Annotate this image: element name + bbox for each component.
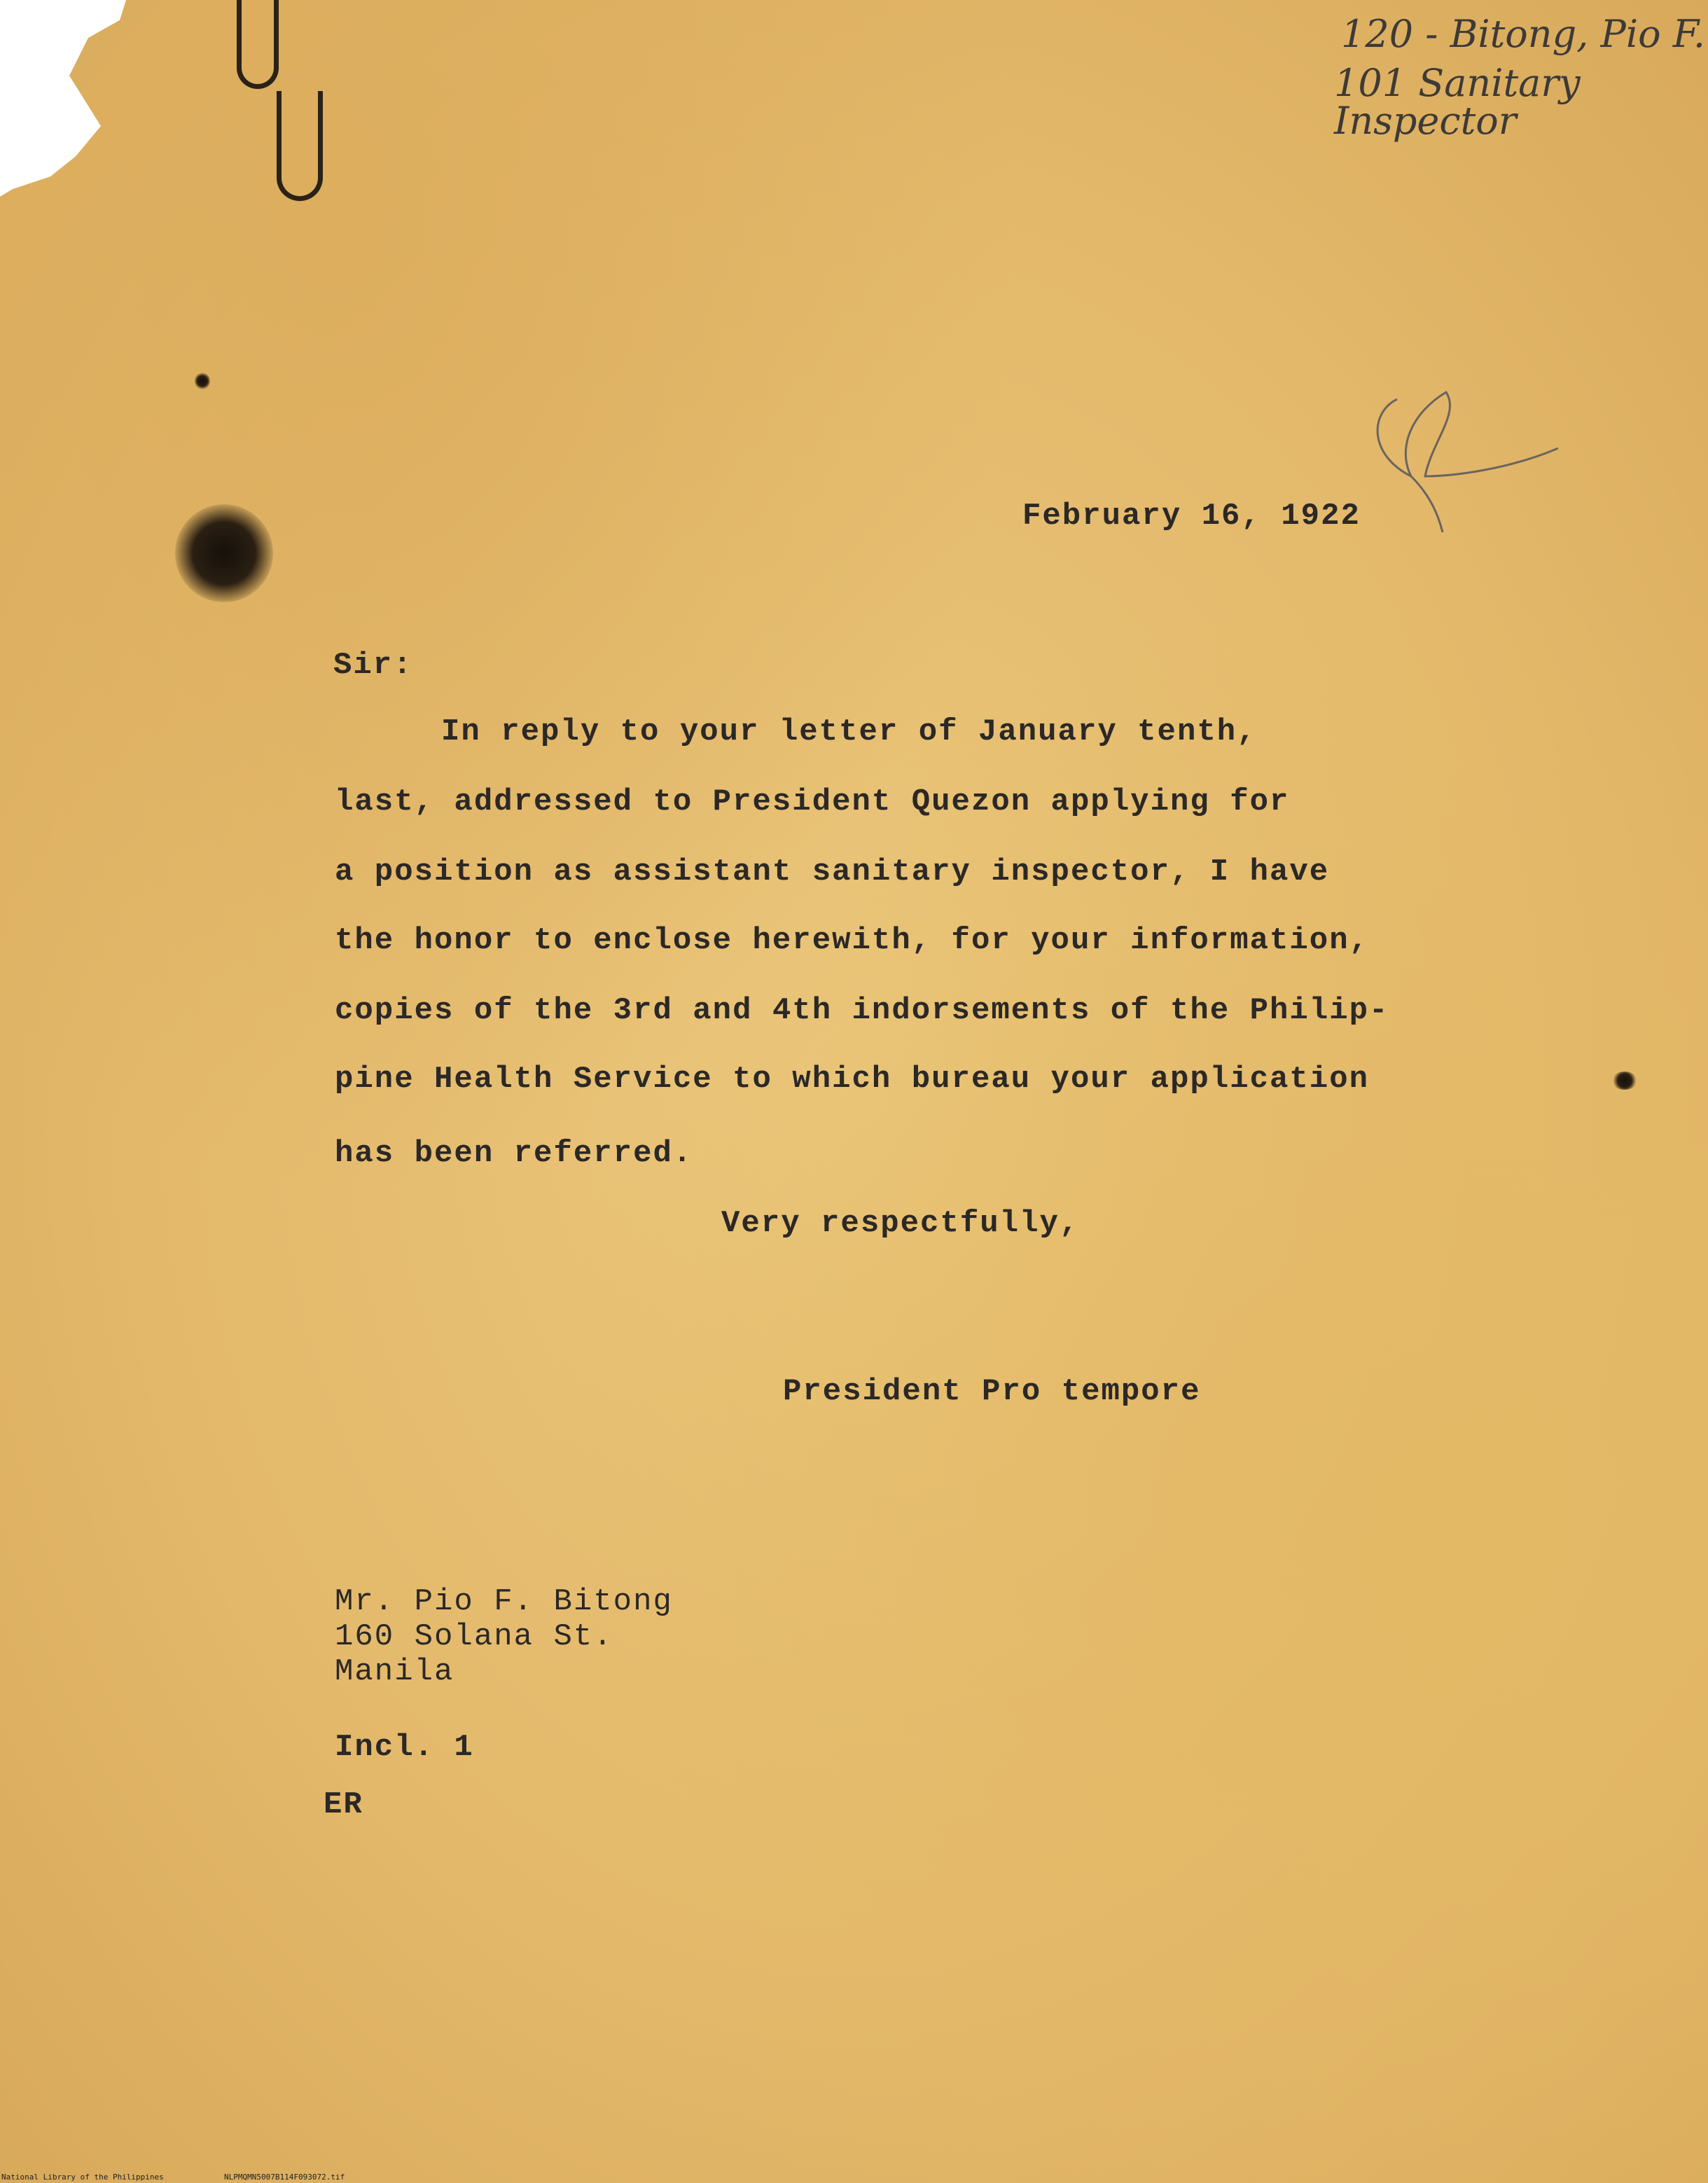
- archive-credit: National Library of the Philippines: [1, 2172, 164, 2182]
- typist-initials: ER: [324, 1787, 363, 1822]
- handwritten-subject-note: 101 Sanitary Inspector: [1334, 61, 1581, 143]
- body-line: a position as assistant sanitary inspector, I have: [335, 854, 1330, 889]
- body-line: the honor to enclose herewith, for your information,: [335, 923, 1370, 958]
- paperclip-icon: [237, 0, 279, 89]
- recipient-city: Manila: [335, 1654, 454, 1689]
- body-line: last, addressed to President Quezon applying for: [335, 784, 1290, 819]
- complimentary-close: Very respectfully,: [721, 1206, 1080, 1241]
- recipient-street: 160 Solana St.: [335, 1619, 613, 1654]
- ink-stain: [175, 504, 273, 602]
- enclosure-note: Incl. 1: [335, 1730, 474, 1765]
- ink-spot: [195, 373, 210, 389]
- recipient-name: Mr. Pio F. Bitong: [335, 1584, 673, 1619]
- torn-corner: [0, 0, 126, 252]
- body-line: copies of the 3rd and 4th indorsements of the Philip-: [335, 993, 1389, 1028]
- body-line: has been referred.: [335, 1136, 693, 1171]
- handwritten-initial-mark: [1355, 371, 1579, 539]
- paperclip-icon: [277, 91, 323, 201]
- signature-title: President Pro tempore: [783, 1374, 1201, 1409]
- body-line: pine Health Service to which bureau your application: [335, 1062, 1370, 1097]
- body-line: In reply to your letter of January tenth,: [441, 714, 1257, 749]
- handwritten-file-note: 120 - Bitong, Pio F.: [1341, 12, 1705, 56]
- file-identifier: NLPMQMN5007B114F093072.tif: [224, 2172, 345, 2182]
- salutation: Sir:: [333, 648, 413, 683]
- ink-spot: [1612, 1072, 1637, 1090]
- letter-date: February 16, 1922: [1022, 499, 1361, 534]
